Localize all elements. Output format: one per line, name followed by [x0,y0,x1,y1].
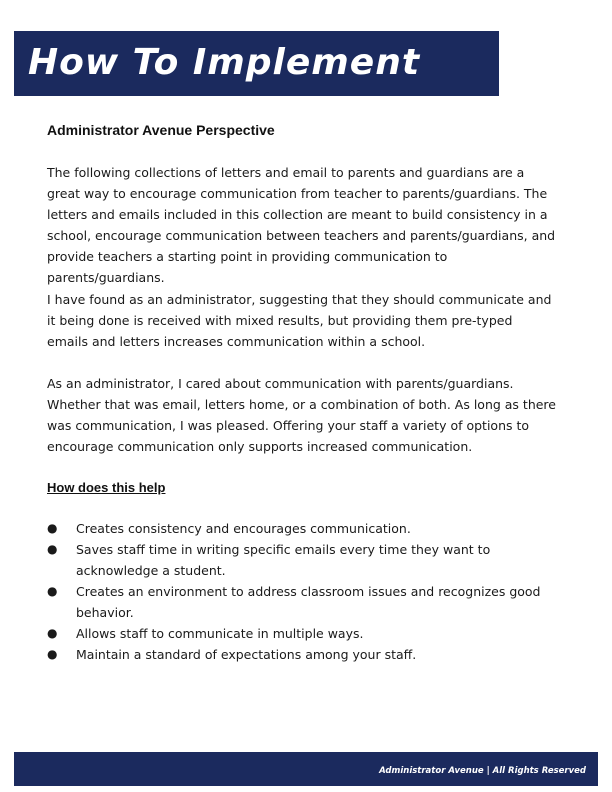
paragraph-communication: As an administrator, I cared about communication with parents/guardians. Whether that was email, letters home, or a combination of both. As long as there was communication, I was pleased. Offering your staff a variety of options to encourage communication only supports increased communication. [47,376,556,454]
list-item [47,581,557,623]
list-item [47,644,557,665]
list-item [47,623,557,644]
bullet-icon: ● [47,521,58,535]
list-item-text: Saves staff time in writing specific emails every time they want to acknowledge a student. [76,542,491,578]
list-item-text: Maintain a standard of expectations among your staff. [76,647,417,662]
benefits-list [47,518,557,665]
help-heading: How does this help [47,480,166,495]
title-banner [14,31,499,96]
paragraph-administrator: I have found as an administrator, suggesting that they should communicate and it being done is received with mixed results, but providing them pre-typed emails and letters increases communication within a school. [47,292,552,349]
bullet-icon: ● [47,584,58,598]
page-title: How To Implement [28,42,421,83]
bullet-icon: ● [47,647,58,661]
list-item [47,539,557,581]
paragraph-intro: The following collections of letters and email to parents and guardians are a great way to encourage communication from teacher to parents/guardians. The letters and emails included in this collection are meant to build consistency in a school, encourage communication between teachers and parents/guardians, and provide teachers a starting point in providing communication to parents/guardians. [47,165,556,285]
list-item-text: Creates an environment to address classroom issues and recognizes good behavior. [76,584,541,620]
perspective-heading: Administrator Avenue Perspective [47,122,275,138]
main-content [47,120,557,662]
footer-bar [14,752,598,786]
list-item-text: Allows staff to communicate in multiple ways. [76,626,364,641]
bullet-icon: ● [47,542,58,556]
list-item-text: Creates consistency and encourages communication. [76,521,411,536]
bullet-icon: ● [47,626,58,640]
list-item [47,518,557,539]
footer-copyright: Administrator Avenue | All Rights Reserved [379,766,586,776]
